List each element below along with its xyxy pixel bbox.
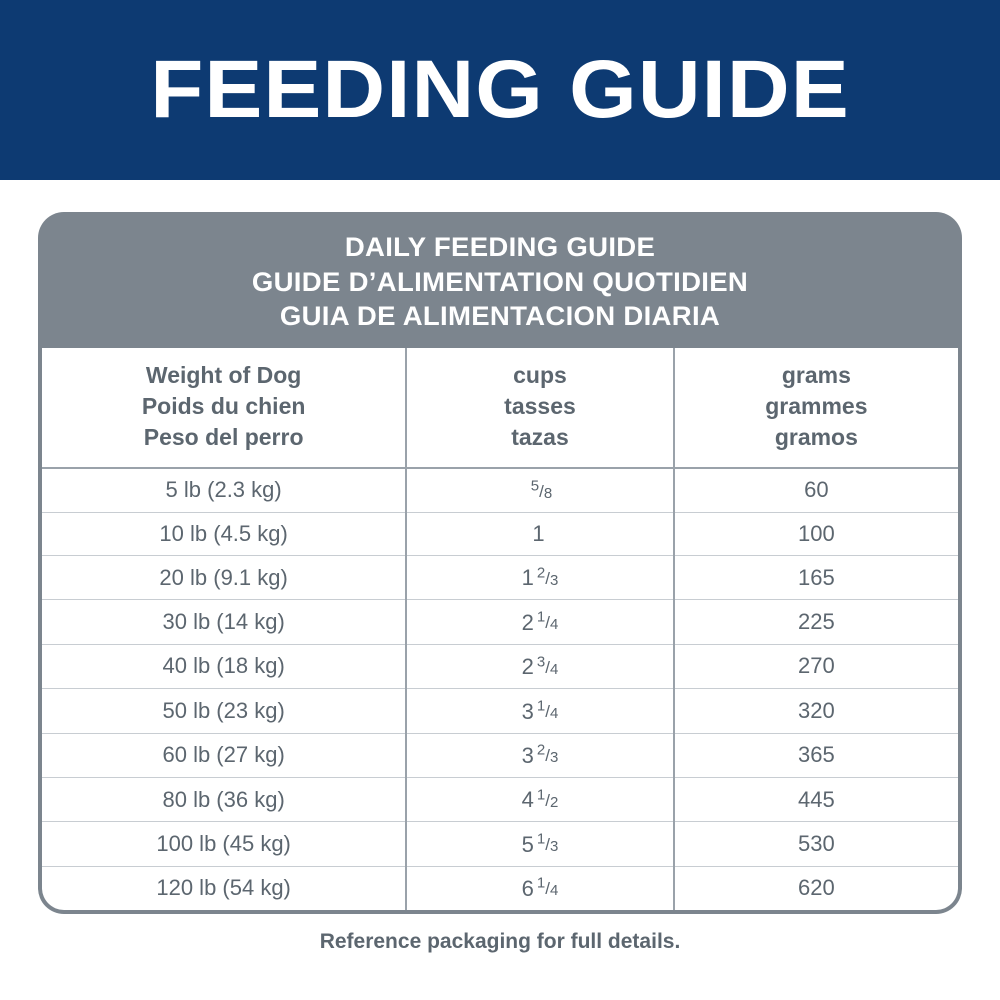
cell-grams: 270	[674, 644, 958, 688]
page-title: FEEDING GUIDE	[150, 44, 850, 135]
column-header-weight-en: Weight of Dog	[145, 361, 302, 388]
cell-cups	[406, 600, 673, 644]
feeding-table	[42, 348, 958, 910]
column-header-grams-fr: grammes	[765, 392, 868, 419]
cups-fraction: 2/3	[536, 741, 559, 767]
column-header-cups	[406, 348, 673, 468]
cell-cups	[406, 556, 673, 600]
cups-fraction: 1/4	[536, 874, 559, 900]
card-title-line-en: DAILY FEEDING GUIDE	[344, 232, 656, 262]
cell-cups	[406, 777, 673, 821]
cell-grams: 365	[674, 733, 958, 777]
cups-fraction: 5/8	[530, 476, 553, 502]
table-header	[42, 348, 958, 468]
card-title-line-es: GUIA DE ALIMENTACION DIARIA	[279, 301, 721, 332]
column-header-weight-fr: Poids du chien	[141, 392, 306, 419]
cups-whole: 3	[521, 698, 534, 724]
cell-weight: 80 lb (36 kg)	[42, 777, 406, 821]
cups-whole: 2	[521, 609, 534, 635]
table-row	[42, 689, 958, 733]
card-title-line-fr: GUIDE D’ALIMENTATION QUOTIDIEN	[251, 266, 749, 297]
cell-grams: 530	[674, 822, 958, 866]
cups-whole: 4	[521, 787, 534, 813]
cell-weight: 50 lb (23 kg)	[42, 689, 406, 733]
column-header-cups-fr: tasses	[504, 392, 576, 419]
column-header-grams-en: grams	[781, 361, 851, 388]
table-row	[42, 866, 958, 910]
feeding-table-grid	[42, 348, 958, 910]
table-header-row	[42, 348, 958, 468]
column-header-weight	[42, 348, 406, 468]
table-row	[42, 733, 958, 777]
cups-whole: 2	[521, 654, 534, 680]
cell-cups	[406, 689, 673, 733]
cell-cups	[406, 468, 673, 513]
table-row	[42, 556, 958, 600]
table-row	[42, 468, 958, 513]
footnote: Reference packaging for full details.	[319, 930, 681, 953]
cell-cups	[406, 644, 673, 688]
cups-fraction: 3/4	[536, 652, 559, 678]
cups-whole: 1	[521, 565, 534, 591]
cell-weight: 20 lb (9.1 kg)	[42, 556, 406, 600]
cell-weight: 10 lb (4.5 kg)	[42, 513, 406, 556]
cell-grams: 620	[798, 875, 835, 901]
cell-grams: 225	[674, 600, 958, 644]
cell-cups	[406, 866, 673, 910]
table-row	[42, 822, 958, 866]
table-body	[42, 468, 958, 910]
card-title-block	[38, 212, 962, 348]
table-row	[42, 644, 958, 688]
cell-grams: 165	[674, 556, 958, 600]
cups-whole: 3	[521, 742, 534, 768]
feeding-table-card	[38, 212, 962, 914]
cups-fraction: 2/3	[536, 564, 559, 590]
table-row	[42, 777, 958, 821]
column-header-grams	[674, 348, 958, 468]
cell-weight: 120 lb (54 kg)	[42, 866, 406, 910]
table-row	[42, 513, 958, 556]
cell-grams: 320	[674, 689, 958, 733]
cell-weight: 5 lb (2.3 kg)	[42, 468, 406, 513]
cell-weight: 40 lb (18 kg)	[42, 644, 406, 688]
cell-cups	[406, 822, 673, 866]
cell-cups	[406, 733, 673, 777]
cell-grams: 100	[674, 513, 958, 556]
cups-fraction: 1/2	[536, 785, 559, 811]
cell-cups	[406, 513, 673, 556]
column-header-grams-es: gramos	[774, 423, 858, 450]
cell-grams: 445	[674, 777, 958, 821]
cups-whole: 1	[532, 521, 545, 547]
cell-weight: 30 lb (14 kg)	[42, 600, 406, 644]
cups-whole: 6	[521, 875, 534, 901]
cups-fraction: 1/3	[536, 830, 559, 856]
cell-weight: 100 lb (45 kg)	[42, 822, 406, 866]
column-header-cups-en: cups	[513, 361, 567, 388]
column-header-cups-es: tazas	[511, 423, 569, 450]
column-header-weight-es: Peso del perro	[143, 423, 304, 450]
cups-fraction: 1/4	[536, 697, 559, 723]
cups-fraction: 1/4	[536, 608, 559, 634]
cell-grams: 60	[674, 468, 958, 513]
cell-weight: 60 lb (27 kg)	[42, 733, 406, 777]
table-row	[42, 600, 958, 644]
cups-whole: 5	[521, 831, 534, 857]
header-banner	[0, 0, 1000, 180]
